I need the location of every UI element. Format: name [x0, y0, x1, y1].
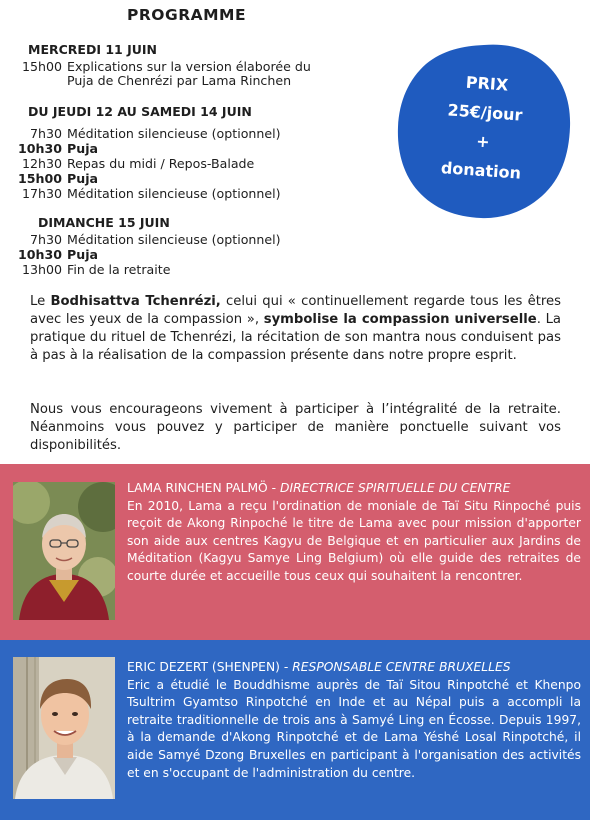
schedule-time: 17h30 [21, 186, 62, 201]
schedule-item [12, 187, 281, 201]
eric-dezert-bio [127, 659, 581, 782]
schedule-time: 12h30 [21, 156, 62, 171]
schedule-activity: Puja [67, 171, 99, 186]
intro-text: celui qui « continuellement regarde tous les êtres avec les yeux de la compassion », [30, 294, 561, 327]
teacher-name: ERIC DEZERT (SHENPEN) [127, 660, 280, 674]
schedule-item [12, 172, 98, 186]
schedule-item [12, 142, 98, 156]
lama-rinchen-bio [127, 480, 581, 586]
teacher-heading [127, 659, 581, 677]
schedule-activity-cont: Puja de Chenrézi par Lama Rinchen [67, 73, 292, 88]
schedule-item [12, 263, 170, 277]
day-title-dimanche: DIMANCHE 15 JUIN [38, 215, 170, 230]
teacher-bio-text: Eric a étudié le Bouddhisme auprès de Taï Sitou Rinpotché et Khenpo Tsultrim Gyamtso Rinpotché en Inde et au Népal puis a accompli la retraite traditionnelle de trois ans à Samyé Ling en Écosse. Depuis 1997, à la demande d'Akong Rinpotché et de Lama Yéshé Losal Rinpotché, il aide Samyé Dzong Bruxelles en participant à l'organisation des activités et en s'occupant de l'administration du centre. [127, 677, 581, 780]
teacher-separator: - [279, 660, 293, 674]
teacher-band-eric-dezert [0, 640, 590, 820]
schedule-activity: Puja [67, 141, 99, 156]
schedule-time: 10h30 [17, 141, 62, 156]
teacher-role: DIRECTRICE SPIRITUELLE DU CENTRE [280, 481, 511, 495]
badge-label: PRIX [465, 72, 509, 95]
schedule-time: 10h30 [17, 247, 62, 262]
teacher-heading [127, 480, 581, 498]
eric-dezert-photo [13, 657, 115, 799]
day-title-jeudi-samedi: DU JEUDI 12 AU SAMEDI 14 JUIN [28, 104, 252, 119]
schedule-item [12, 233, 281, 247]
schedule-time: 15h00 [17, 171, 62, 186]
schedule-activity: Explications sur la version élaborée du [67, 59, 311, 74]
schedule-item [12, 127, 281, 141]
schedule-time: 7h30 [29, 232, 62, 247]
schedule-time: 7h30 [29, 126, 62, 141]
badge-donation: donation [440, 158, 522, 183]
schedule-item [12, 248, 98, 262]
schedule-activity: Fin de la retraite [67, 262, 171, 277]
teacher-name: LAMA RINCHEN PALMÖ [127, 481, 268, 495]
schedule-activity: Puja [67, 247, 99, 262]
intro-text: . La pratique du rituel de Tchenrézi, la récitation de son mantra nous conduisent pas à pas à la réalisation de la compassion présente dans notre propre esprit. [30, 312, 561, 363]
schedule-time: 15h00 [21, 59, 62, 74]
schedule-activity: Repas du midi / Repos-Balade [67, 156, 255, 171]
schedule-activity: Méditation silencieuse (optionnel) [67, 126, 281, 141]
price-badge [393, 39, 575, 223]
programme-title: PROGRAMME [127, 6, 247, 24]
schedule-time: 13h00 [21, 262, 62, 277]
intro-emphasis: Bodhisattva Tchenrézi, [50, 294, 221, 309]
intro-emphasis: symbolise la compassion universelle [263, 312, 537, 327]
teacher-role: RESPONSABLE CENTRE BRUXELLES [292, 660, 511, 674]
teacher-band-lama-rinchen [0, 464, 590, 640]
schedule-item [12, 157, 254, 171]
day-title-mercredi: MERCREDI 11 JUIN [28, 42, 157, 57]
badge-price: 25€/jour [446, 100, 524, 125]
lama-rinchen-photo [13, 482, 115, 620]
badge-text [389, 63, 579, 191]
participation-paragraph: Nous vous encourageons vivement à participer à l’intégralité de la retraite. Néanmoins vous pouvez y participer de manière ponctuelle suivant vos disponibilités. [30, 402, 561, 453]
schedule-activity: Méditation silencieuse (optionnel) [67, 186, 281, 201]
teacher-separator: - [267, 481, 281, 495]
intro-text: Le [30, 294, 51, 309]
intro-paragraph [30, 293, 561, 365]
badge-plus: + [475, 131, 491, 152]
teacher-bio-text: En 2010, Lama a reçu l'ordination de moniale de Taï Situ Rinpoché puis reçoit de Akong Rinpoché le titre de Lama avec pour mission d'apporter son aide aux centres Kagyu de Belgique et en particulier aux Jardins de Méditation (Kagyu Samye Ling Belgium) où elle guide des retraites de courte durée et accueille tous ceux qui souhaitent la rencontrer. [127, 498, 581, 583]
schedule-item [12, 60, 311, 88]
schedule-activity: Méditation silencieuse (optionnel) [67, 232, 281, 247]
